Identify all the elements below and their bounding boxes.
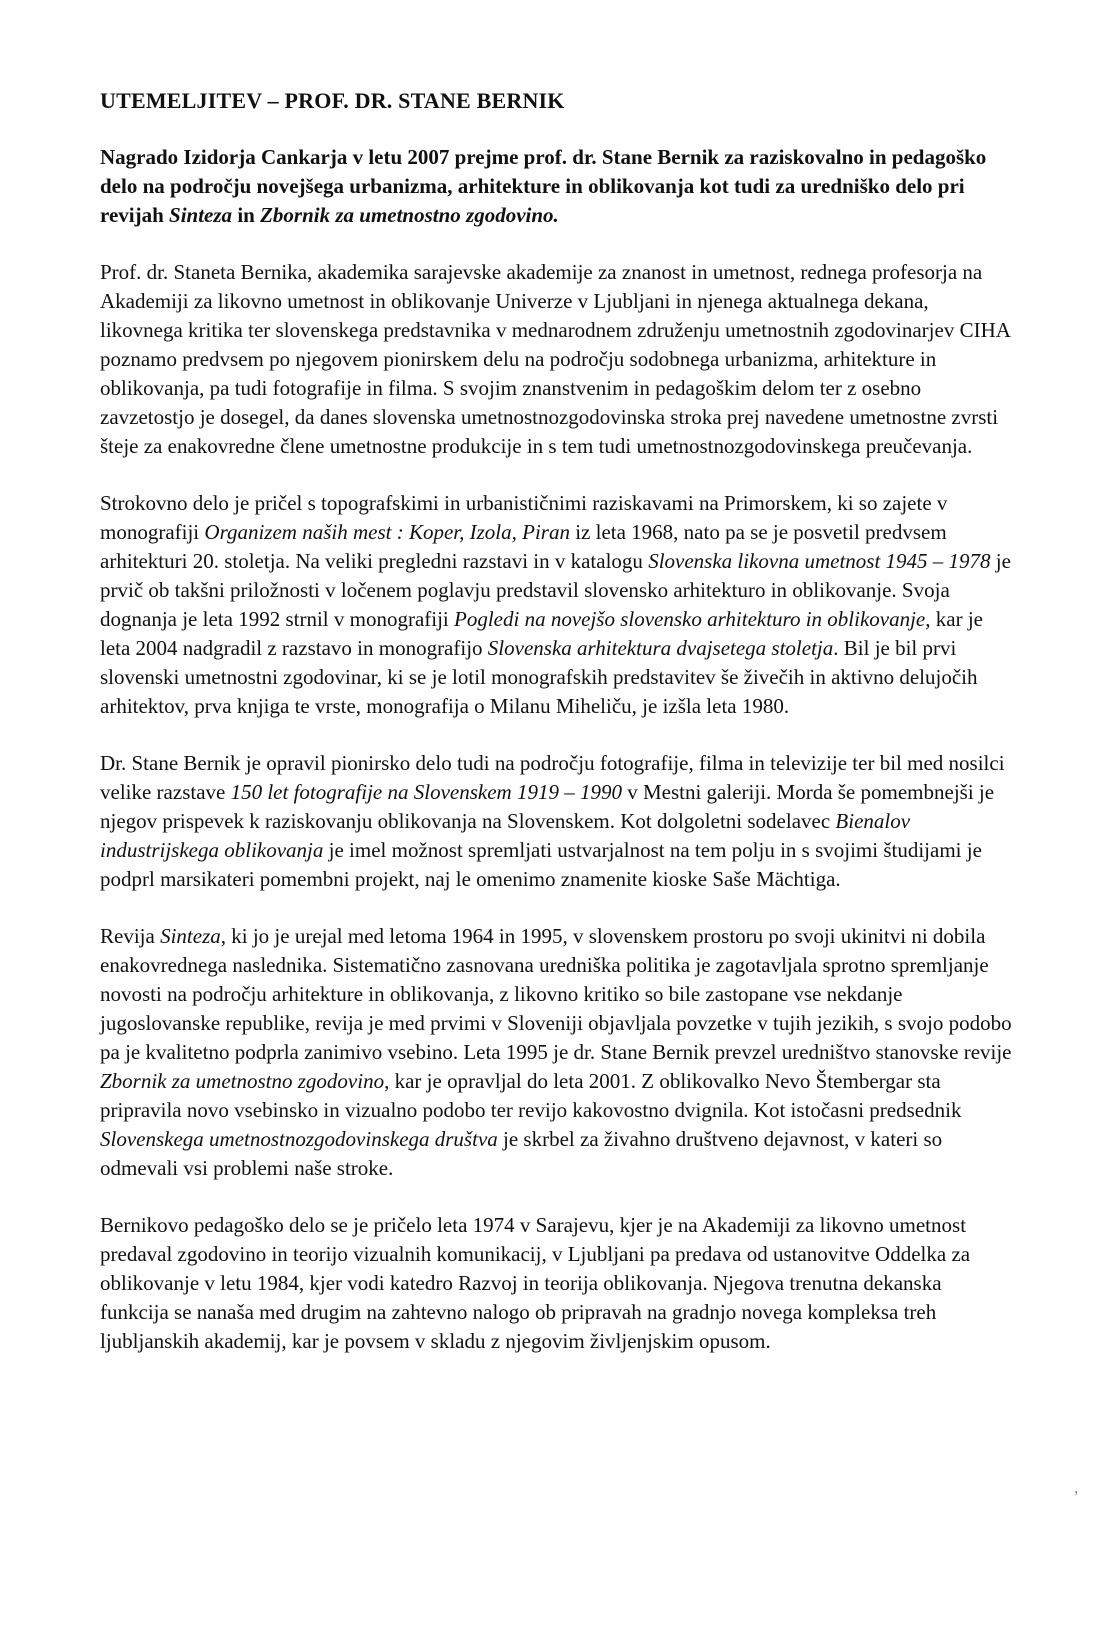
- text-run: Nagrado Izidorja Cankarja v letu 2007 prejme prof. dr. Stane Bernik za raziskovalno in pedagoško delo na področju novejšega urbanizma, arhitekture in oblikovanja kot tudi za uredniško delo pri revijah: [100, 145, 987, 227]
- text-run: Zbornik za umetnostno zgodovino: [100, 1069, 385, 1093]
- paragraph-2: [100, 258, 1012, 461]
- scan-artifact-mark: ,: [1074, 1478, 1079, 1497]
- paragraph-5: [100, 922, 1012, 1183]
- text-run: Revija: [100, 924, 161, 948]
- text-run: , ki jo je urejal med letoma 1964 in 1995, v slovenskem prostoru po svoji ukinitvi ni dobila enakovrednega naslednika. Sistematično zasnovana uredniška politika je zagotavljala sprotno spremljanje novosti na področju arhitekture in oblikovanja, z likovno kritiko so bile zastopane vse nekdanje jugoslovanske republike, revija je med prvimi v Sloveniji objavljala povzetke v tujih jezikih, s svojo podobo pa je kvalitetno podprla zanimivo vsebino. Leta 1995 je dr. Stane Bernik prevzel uredništvo stanovske revije: [100, 924, 1012, 1064]
- text-run: 150 let fotografije na Slovenskem 1919 – 1990: [230, 780, 622, 804]
- text-run: je prvič ob takšni priložnosti v ločenem poglavju predstavil slovensko arhitekturo in oblikovanje. Svoja dognanja je leta 1992 strnil v monografiji: [100, 549, 1011, 631]
- text-run: Bienalov industrijskega oblikovanja: [100, 809, 911, 862]
- document-body: [100, 143, 1012, 1356]
- text-run: . Bil je bil prvi slovenski umetnostni zgodovinar, ki se je lotil monografskih predstavitev še živečih in aktivno delujočih arhitektov, prva knjiga te vrste, monografija o Milanu Miheliču, je izšla leta 1980.: [100, 636, 978, 718]
- text-run: Pogledi na novejšo slovensko arhitekturo in oblikovanje: [454, 607, 926, 631]
- text-run: Dr. Stane Bernik je opravil pionirsko delo tudi na področju fotografije, filma in televizije ter bil med nosilci velike razstave: [100, 751, 1005, 804]
- text-run: iz leta 1968, nato pa se je posvetil predvsem arhitekturi 20. stoletja. Na veliki pregledni razstavi in v katalogu: [100, 520, 947, 573]
- text-run: je imel možnost spremljati ustvarjalnost na tem polju in s svojimi študijami je podprl marsikateri pomembni projekt, naj le omenimo znamenite kioske Saše Mächtiga.: [100, 838, 982, 891]
- text-run: v Mestni galeriji. Morda še pomembnejši je njegov prispevek k raziskovanju oblikovanja na Slovenskem. Kot dolgoletni sodelavec: [100, 780, 995, 833]
- paragraph-1: [100, 143, 1012, 230]
- text-run: , kar je leta 2004 nadgradil z razstavo in monografijo: [100, 607, 983, 660]
- document-title: UTEMELJITEV – PROF. DR. STANE BERNIK: [100, 88, 565, 113]
- text-run: Strokovno delo je pričel s topografskimi in urbanističnimi raziskavami na Primorskem, ki so zajete v monografiji: [100, 491, 948, 544]
- text-run: Slovenska arhitektura dvajsetega stoletja: [487, 636, 834, 660]
- text-run: Bernikovo pedagoško delo se je pričelo leta 1974 v Sarajevu, kjer je na Akademiji za likovno umetnost predaval zgodovino in teorijo vizualnih komunikacij, v Ljubljani pa predava od ustanovitve Oddelka za oblikovanje v letu 1984, kjer vodi katedro Razvoj in teorija oblikovanja. Njegova trenutna dekanska funkcija se nanaša med drugim na zahtevno nalogo ob pripravah na gradnjo novega kompleksa treh ljubljanskih akademij, kar je povsem v skladu z njegovim življenjskim opusom.: [100, 1213, 971, 1353]
- text-run: , kar je opravljal do leta 2001. Z oblikovalko Nevo Štembergar sta pripravila novo vsebinsko in vizualno podobo ter revijo kakovostno dvignila. Kot istočasni predsednik: [100, 1069, 962, 1122]
- text-run: Sinteza: [169, 203, 233, 227]
- text-run: in: [232, 203, 261, 227]
- text-run: Zbornik za umetnostno zgodovino.: [260, 203, 559, 227]
- paragraph-6: [100, 1211, 1012, 1356]
- paragraph-3: [100, 489, 1012, 721]
- text-run: Slovenskega umetnostnozgodovinskega društva: [100, 1127, 498, 1151]
- text-run: Organizem naših mest : Koper, Izola, Piran: [204, 520, 570, 544]
- text-run: je skrbel za živahno društveno dejavnost, v kateri so odmevali vsi problemi naše stroke.: [100, 1127, 943, 1180]
- text-run: Slovenska likovna umetnost 1945 – 1978: [648, 549, 991, 573]
- paragraph-4: [100, 749, 1012, 894]
- text-run: Prof. dr. Staneta Bernika, akademika sarajevske akademije za znanost in umetnost, rednega profesorja na Akademiji za likovno umetnost in oblikovanje Univerze v Ljubljani in njenega aktualnega dekana, likovnega kritika ter slovenskega predstavnika v mednarodnem združenju umetnostnih zgodovinarjev CIHA poznamo predvsem po njegovem pionirskem delu na področju sodobnega urbanizma, arhitekture in oblikovanja, pa tudi fotografije in filma. S svojim znanstvenim in pedagoškim delom ter z osebno zavzetostjo je dosegel, da danes slovenska umetnostnozgodovinska stroka prej navedene umetnostne zvrsti šteje za enakovredne člene umetnostne produkcije in s tem tudi umetnostnozgodovinskega preučevanja.: [100, 260, 1010, 458]
- text-run: Sinteza: [160, 924, 221, 948]
